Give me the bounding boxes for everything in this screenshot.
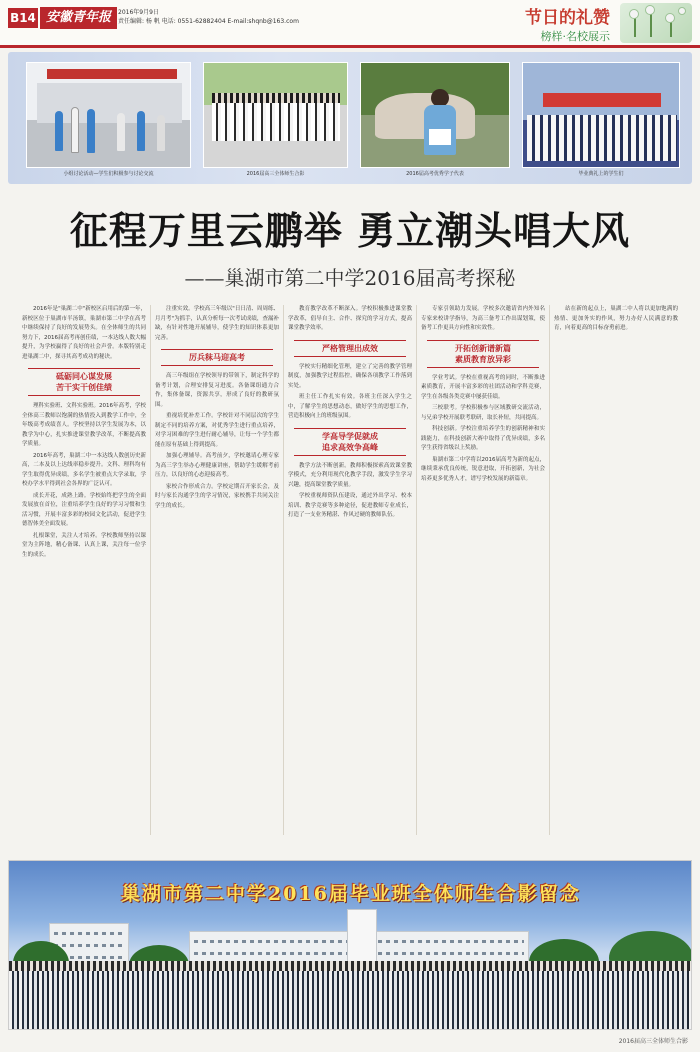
crowd-back-row [9,961,691,971]
article-paragraph: 班主任工作扎实有效。各班主任深入学生之中，了解学生的思想动态，做好学生的思想工作，营造积极向上的班级氛围。 [288,394,412,419]
article-paragraph: 教育教学改革不断深入。学校积极推进课堂教学改革，倡导自主、合作、探究的学习方式，提高课堂教学效率。 [288,306,412,331]
section-subheading-line: 学高导学促就成 [322,431,378,441]
section-subheading-line: 严格管理出成效 [322,343,378,353]
section-subheading [294,428,406,456]
photo-strip [8,52,692,184]
flower-illustration [620,3,692,43]
photo-caption-2: 2016届高三全体师生合影 [246,171,305,177]
article-paragraph: 教学方法不断创新。教师积极探索高效课堂教学模式，充分利用现代化教学手段，激发学生学习兴趣，提高课堂教学质量。 [288,462,412,488]
publication-info [118,8,299,26]
section-subheading [28,368,140,396]
article-paragraph: 巢湖市第二中学将以2016届高考为新的起点，继续秉承优良传统，锐意进取，开拓创新，为社会培养更多优秀人才，谱写学校发展的新篇章。 [421,456,545,482]
column-divider [283,305,284,835]
article-paragraph: 三校联考。学校积极参与区域教研交流活动，与兄弟学校开展联考联研，取长补短，共同提高。 [421,405,545,421]
article-paragraph: 专家引领助力发展。学校多次邀请省内外知名专家来校讲学指导，为高三备考工作出谋划策，使备考工作更具方向性和实效性。 [421,306,545,331]
article-paragraph: 重视培优补差工作。学校针对不同层次的学生制定不同的培养方案，对优秀学生进行重点培养，对学习困难的学生进行耐心辅导，让每一个学生都能在原有基础上得到提高。 [155,413,279,448]
article-paragraph: 注重实效。学校高三年级以"日日清、周周练、月月考"为抓手，认真分析每一次考试成绩，查漏补缺，有针对性地开展辅导，使学生的知识体系更加完善。 [155,306,279,341]
photo-caption-1: 小组讨论活动—学生们积极参与讨论交流 [63,171,154,177]
editor-contact: 责任编辑: 杨 帆 电话: 0551-62882404 E-mail:shqnb@163.com [118,18,299,25]
article-paragraph: 扎根课堂，关注人才培养。学校教师坚持以课堂为主阵地，精心备课、认真上课，关注每一位学生的成长。 [22,532,146,558]
article-paragraph: 家校合作形成合力。学校定期召开家长会，及时与家长沟通学生的学习情况，家校携手共同关注学生的成长。 [155,483,279,509]
column-subtitle: 榜样·名校展示 [540,30,610,43]
article-paragraph: 科技创新。学校注重培养学生的创新精神和实践能力，在科技创新大赛中取得了优异成绩，多名学生获得省级以上奖励。 [421,426,545,451]
article-subheadline: ——巢湖市第二中学2016届高考探秘 [184,266,516,290]
article-column [554,305,678,840]
section-subheading-line: 追求高效争高峰 [322,442,378,452]
column-divider [150,305,151,835]
photo-top-student [360,62,510,168]
article-paragraph: 高三年级组在学校领导的带领下，制定科学的备考计划，合理安排复习进度。各备课组通力合作，集体备课，资源共享，形成了良好的教研氛围。 [155,373,279,408]
photo-discussion [26,62,191,168]
article-body [22,305,682,845]
section-subheading [161,349,273,366]
article-paragraph: 2016年高考，巢湖二中一本达线人数创历史新高，二本及以上达线率稳步提升。文科、理科均有学生取得优异成绩，多名学生被重点大学录取，学校办学水平得到社会各界的广泛认可。 [22,452,146,487]
article-paragraph: 站在新的起点上，巢湖二中人将以更加饱满的热情、更加务实的作风，努力办好人民满意的教育，向着更高的目标奋勇前进。 [554,306,678,331]
article-paragraph: 2016年是"巢湖二中"新校区启用后的第一年，新校区位于巢湖市半汤镇，巢湖市第二中学在高考中继续保持了良好的发展势头。在全体师生的共同努力下，2016届高考再创佳绩，一本达线人数大幅提升，为学校赢得了良好的社会声誉。本版特别走进巢湖二中，探寻其高考成功的秘诀。 [22,306,146,360]
article-paragraph: 成长开花，成熟上路。学校始终把学生的全面发展放在首位，注重培养学生良好的学习习惯和生活习惯，开展丰富多彩的校园文化活动，促进学生德智体美全面发展。 [22,492,146,527]
section-subheading-line: 厉兵秣马迎高考 [189,353,245,362]
section-subheading-line: 开拓创新谱新篇 [455,343,511,353]
article-paragraph: 加强心理辅导。高考前夕，学校邀请心理专家为高三学生举办心理健康讲座，帮助学生缓解考前压力，以良好的心态迎接高考。 [155,453,279,478]
section-subheading-line: 素质教育放异彩 [455,354,511,364]
section-subheading [294,340,406,357]
section-subheading [427,340,539,368]
masthead [0,0,700,48]
column-divider [549,305,550,835]
footer-credit: 2016届高三全体师生合影 [618,1038,688,1045]
column-title: 节日的礼赞 [525,8,610,28]
article-headline: 征程万里云鹏举 勇立潮头唱大风 [69,208,631,253]
article-column [155,305,279,840]
group-photo [8,860,692,1030]
article-paragraph: 理科实验班、文科实验班。2016年高考，学校全体高三教师以饱满的热情投入到教学工作中，全年级高考成绩喜人。学校坚持以学生发展为本，以教学为中心，扎实推进课堂教学改革，不断提高教学质量。 [22,403,146,447]
newspaper-name: 安徽青年报 [40,7,117,29]
article-paragraph: 学校重视师资队伍建设，通过外出学习、校本培训、教学竞赛等多种途径，促进教师专业成长，打造了一支业务精湛、作风过硬的教师队伍。 [288,493,412,518]
article-column [22,305,146,840]
column-header [502,3,692,43]
photo-caption-4: 毕业典礼上的学生们 [578,171,624,177]
photo-caption-3: 2016届高考优秀学子代表 [406,171,464,177]
crowd-students [9,971,691,1029]
photo-graduation [522,62,680,168]
section-subheading-line: 苦干实干创佳绩 [56,383,112,392]
article-column [288,305,412,840]
publication-date: 2016年9月9日 [118,9,159,16]
photo-class-group [203,62,348,168]
article-paragraph: 学业考试。学校在重视高考的同时，不断推进素质教育，开展丰富多彩的社团活动和学科竞赛，学生在各级各类竞赛中屡获佳绩。 [421,374,545,400]
group-photo-title: 巢湖市第二中学2016届毕业班全体师生合影留念 [121,883,581,905]
article-column [421,305,545,840]
section-subheading-line: 砥砺同心谋发展 [56,372,112,381]
article-paragraph: 学校实行精细化管理，建立了完善的教学管理制度，加强教学过程监控，确保各项教学工作落到实处。 [288,363,412,389]
column-divider [416,305,417,835]
page-number-tag: B14 [8,8,38,28]
